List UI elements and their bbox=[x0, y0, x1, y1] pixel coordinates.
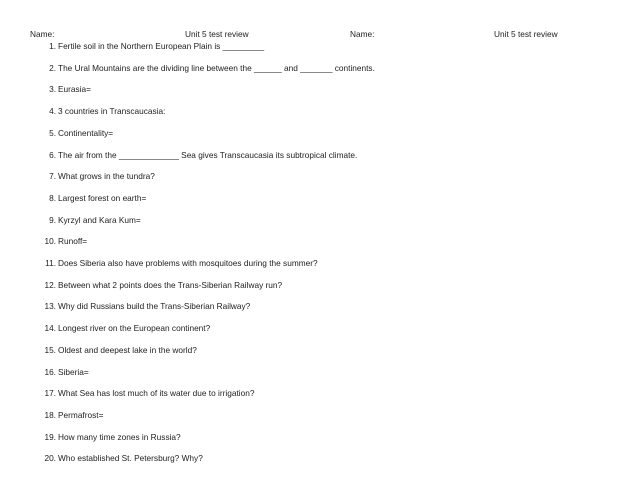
question-number: 7. bbox=[49, 171, 56, 182]
question-text: Continentality= bbox=[58, 127, 114, 138]
question-text: What grows in the tundra? bbox=[58, 171, 155, 182]
question-number: 5. bbox=[49, 127, 56, 138]
question-text: Permafrost= bbox=[58, 409, 104, 420]
question-text: Runoff= bbox=[58, 236, 88, 247]
question-number: 8. bbox=[49, 192, 56, 203]
question-text: Siberia= bbox=[58, 366, 89, 377]
question-number: 19. bbox=[44, 431, 56, 442]
header-title-right: Unit 5 test review bbox=[494, 29, 558, 39]
question-number: 12. bbox=[44, 279, 56, 290]
question-text: 3 countries in Transcaucasia: bbox=[58, 106, 166, 117]
question-number: 2. bbox=[49, 62, 56, 73]
question-text: Who established St. Petersburg? Why? bbox=[58, 453, 203, 464]
question-number: 14. bbox=[44, 323, 56, 334]
header-title-left: Unit 5 test review bbox=[185, 29, 249, 39]
question-text: The air from the _____________ Sea gives Transcaucasia its subtropical climate. bbox=[58, 149, 358, 160]
question-number: 4. bbox=[49, 106, 56, 117]
question-number: 10. bbox=[44, 236, 56, 247]
question-number: 11. bbox=[45, 258, 56, 268]
question-number: 17. bbox=[44, 388, 56, 399]
question-text: How many time zones in Russia? bbox=[58, 431, 181, 442]
question-number: 1. bbox=[49, 41, 56, 51]
question-text: Between what 2 points does the Trans-Siberian Railway run? bbox=[58, 279, 283, 290]
question-text: What Sea has lost much of its water due to irrigation? bbox=[58, 388, 255, 399]
question-text: Fertile soil in the Northern European Plain is _________ bbox=[58, 41, 265, 51]
question-number: 20. bbox=[44, 453, 56, 464]
question-text: The Ural Mountains are the dividing line between the ______ and _______ continents. bbox=[58, 62, 375, 73]
question-text: Longest river on the European continent? bbox=[58, 323, 211, 334]
question-number: 16. bbox=[44, 366, 56, 377]
header-name-label-right: Name: bbox=[350, 29, 375, 39]
question-text: Largest forest on earth= bbox=[58, 192, 147, 203]
question-text: Kyrzyl and Kara Kum= bbox=[58, 214, 141, 225]
question-text: Does Siberia also have problems with mosquitoes during the summer? bbox=[58, 258, 318, 268]
question-number: 9. bbox=[49, 214, 56, 225]
question-number: 3. bbox=[49, 84, 56, 95]
question-text: Oldest and deepest lake in the world? bbox=[58, 344, 197, 355]
question-text: Why did Russians build the Trans-Siberian Railway? bbox=[58, 301, 251, 312]
question-number: 15. bbox=[44, 344, 56, 355]
question-number: 18. bbox=[44, 409, 56, 420]
question-number: 13. bbox=[44, 301, 56, 312]
question-number: 6. bbox=[49, 149, 56, 160]
question-text: Eurasia= bbox=[58, 84, 91, 95]
header-name-label-left: Name: bbox=[30, 29, 55, 39]
